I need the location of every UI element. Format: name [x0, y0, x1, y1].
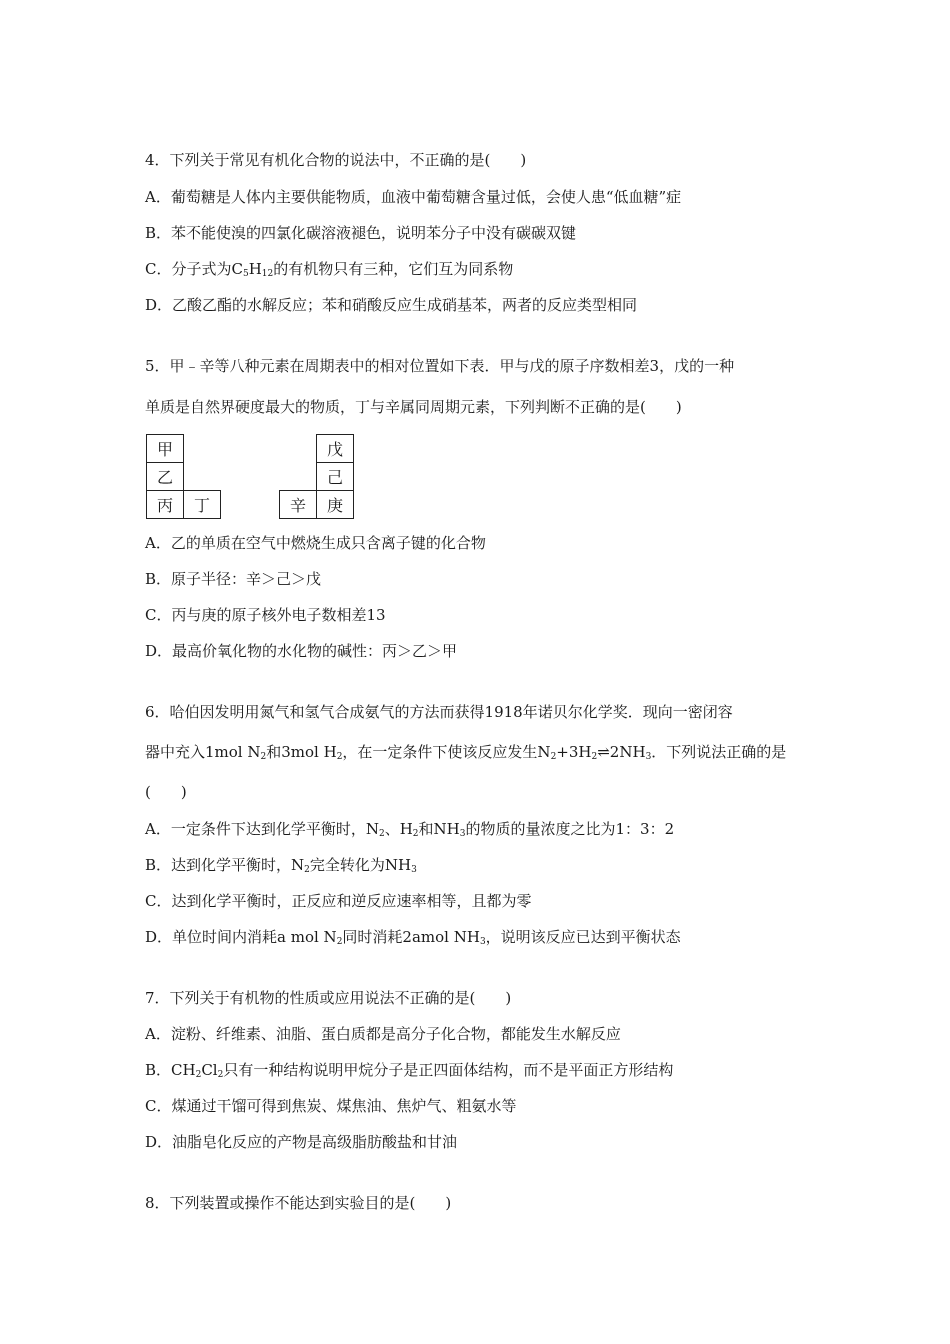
- q5-option-c: C．丙与庚的原子核外电子数相差13: [145, 606, 386, 624]
- q4-option-c: C．分子式为$C_5H_{12}$的有机物只有三种，它们互为同系物: [145, 260, 514, 279]
- q7-option-d: D．油脂皂化反应的产物是高级脂肪酸盐和甘油: [145, 1133, 458, 1151]
- periodic-table-right: [279, 434, 354, 519]
- periodic-table-left: [146, 434, 221, 519]
- q6-stem-line1: 6．哈伯因发明用氮气和氢气合成氨气的方法而获得1918年诺贝尔化学奖．现向一密闭容: [145, 703, 733, 721]
- cell-ding: 丁: [184, 491, 221, 519]
- q4-option-a: A．葡萄糖是人体内主要供能物质，血液中葡萄糖含量过低，会使人患“低血糖”症: [145, 188, 682, 206]
- q6-option-d: D．单位时间内消耗a mol $N_2$同时消耗2amol $NH_3$，说明该反应已达到平衡状态: [145, 928, 681, 947]
- q7-option-c: C．煤通过干馏可得到焦炭、煤焦油、焦炉气、粗氨水等: [145, 1097, 517, 1115]
- q4-option-b: B．苯不能使溴的四氯化碳溶液褪色，说明苯分子中没有碳碳双键: [145, 224, 577, 242]
- cell-jia: 甲: [147, 435, 184, 463]
- cell-xin: 辛: [280, 491, 317, 519]
- q6-stem-line2: 器中充入1mol $N_2$和3mol $H_2$，在一定条件下使该反应发生$N_2+3H_2\rightleftharpoons 2NH_3$．下列说法正确的是: [145, 743, 787, 762]
- q4-stem: 4．下列关于常见有机化合物的说法中，不正确的是( ): [145, 151, 527, 169]
- cell-bing: 丙: [147, 491, 184, 519]
- q5-option-d: D．最高价氧化物的水化物的碱性：丙＞乙＞甲: [145, 642, 458, 660]
- q5-stem-line1: 5．甲﹣辛等八种元素在周期表中的相对位置如下表．甲与戊的原子序数相差3，戊的一种: [145, 357, 735, 375]
- q6-option-c: C．达到化学平衡时，正反应和逆反应速率相等，且都为零: [145, 892, 532, 910]
- q5-stem-line2: 单质是自然界硬度最大的物质，丁与辛属同周期元素，下列判断不正确的是( ): [145, 398, 682, 416]
- q6-option-a: A．一定条件下达到化学平衡时，$N_2$、$H_2$和$NH_3$的物质的量浓度之比为1：3：2: [145, 820, 675, 839]
- q5-option-a: A．乙的单质在空气中燃烧生成只含离子键的化合物: [145, 534, 486, 552]
- q6-stem-line3: ( ): [145, 783, 187, 801]
- cell-yi: 乙: [147, 463, 184, 491]
- cell-ji: 己: [317, 463, 354, 491]
- q5-option-b: B．原子半径：辛＞己＞戊: [145, 570, 322, 588]
- q4-option-d: D．乙酸乙酯的水解反应；苯和硝酸反应生成硝基苯，两者的反应类型相同: [145, 296, 638, 314]
- cell-geng: 庚: [317, 491, 354, 519]
- q7-stem: 7．下列关于有机物的性质或应用说法不正确的是( ): [145, 989, 512, 1007]
- q7-option-b: B．$CH_2Cl_2$只有一种结构说明甲烷分子是正四面体结构，而不是平面正方形结构: [145, 1061, 674, 1080]
- cell-wu: 戊: [317, 435, 354, 463]
- q7-option-a: A．淀粉、纤维素、油脂、蛋白质都是高分子化合物，都能发生水解反应: [145, 1025, 621, 1043]
- q8-stem: 8．下列装置或操作不能达到实验目的是( ): [145, 1194, 452, 1212]
- q6-option-b: B．达到化学平衡时，$N_2$完全转化为$NH_3$: [145, 856, 417, 875]
